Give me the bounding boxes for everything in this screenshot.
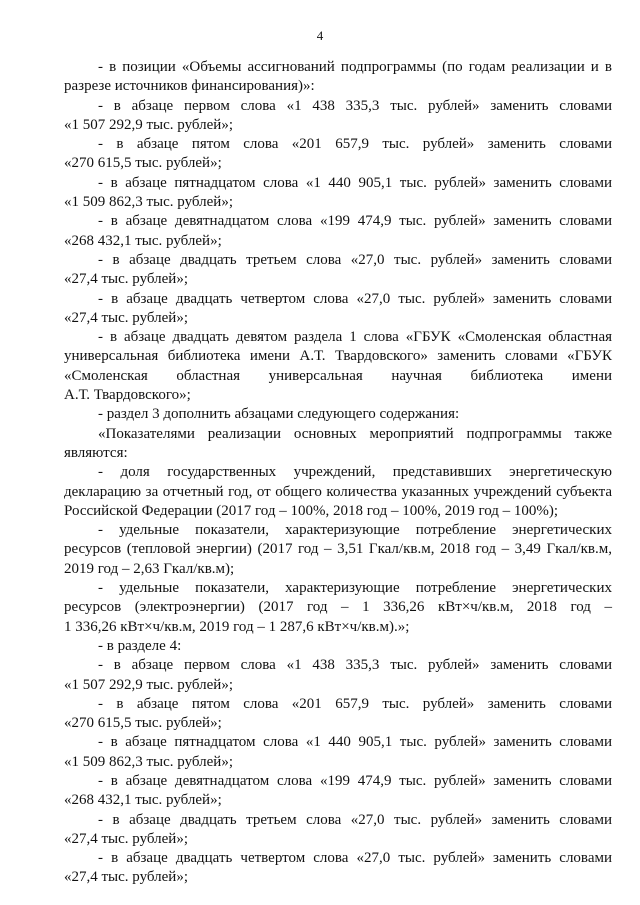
paragraph-line: «27,4 тыс. рублей»;	[64, 830, 188, 847]
page-number: 4	[316, 28, 324, 43]
paragraph	[64, 637, 612, 656]
paragraph-line: Российской Федерации (2017 год – 100%, 2018 год – 100%, 2019 год – 100%);	[64, 502, 559, 519]
paragraph-line: «1 507 292,9 тыс. рублей»;	[64, 116, 233, 133]
paragraph-line: ресурсов (тепловой энергии) (2017 год – 3,51 Гкал/кв.м, 2018 год – 3,49 Гкал/кв.м,	[64, 541, 612, 558]
paragraph-line: - в разделе 4:	[98, 637, 182, 654]
paragraph-line: - в абзаце пятнадцатом слова «1 440 905,1 тыс. рублей» заменить словами	[98, 734, 612, 751]
paragraph	[64, 405, 612, 424]
paragraph	[64, 328, 612, 405]
paragraph-line: - в абзаце двадцать третьем слова «27,0 тыс. рублей» заменить словами	[98, 251, 612, 268]
paragraph-line: декларацию за отчетный год, от общего количества указанных учреждений субъекта	[64, 483, 612, 500]
paragraph	[64, 811, 612, 850]
paragraph	[64, 97, 612, 136]
paragraph-line: «27,4 тыс. рублей»;	[64, 309, 188, 326]
paragraph	[64, 135, 612, 174]
paragraph-line: «27,4 тыс. рублей»;	[64, 271, 188, 288]
paragraph	[64, 212, 612, 251]
paragraph-line: ресурсов (электроэнергии) (2017 год – 1 336,26 кВт×ч/кв.м, 2018 год –	[64, 599, 612, 616]
paragraph-line: - в абзаце девятнадцатом слова «199 474,9 тыс. рублей» заменить словами	[98, 213, 612, 230]
paragraph	[64, 463, 612, 521]
paragraph-line: А.Т. Твардовского»;	[64, 387, 191, 404]
paragraph-line: «268 432,1 тыс. рублей»;	[64, 792, 222, 809]
paragraph	[64, 251, 612, 290]
paragraph-line: - в абзаце двадцать четвертом слова «27,0 тыс. рублей» заменить словами	[98, 850, 612, 867]
paragraph-line: «Смоленская областная универсальная научная библиотека имени	[64, 367, 612, 384]
paragraph	[64, 174, 612, 213]
paragraph	[64, 695, 612, 734]
paragraph-line: являются:	[64, 444, 128, 461]
paragraph-line: универсальная библиотека имени А.Т. Твардовского» заменить словами «ГБУК	[64, 348, 612, 365]
paragraph	[64, 772, 612, 811]
paragraph	[64, 733, 612, 772]
paragraph	[64, 290, 612, 329]
paragraph	[64, 58, 612, 97]
paragraph-line: - доля государственных учреждений, представивших энергетическую	[98, 464, 612, 481]
paragraph	[64, 849, 612, 888]
paragraph-line: разрезе источников финансирования)»:	[64, 78, 315, 95]
document-body	[64, 58, 612, 888]
paragraph-line: 1 336,26 кВт×ч/кв.м, 2019 год – 1 287,6 кВт×ч/кв.м).»;	[64, 618, 410, 635]
paragraph-line: «1 509 862,3 тыс. рублей»;	[64, 753, 233, 770]
paragraph-line: - в абзаце двадцать девятом раздела 1 слова «ГБУК «Смоленская областная	[98, 329, 612, 346]
paragraph-line: - в абзаце первом слова «1 438 335,3 тыс. рублей» заменить словами	[98, 97, 612, 114]
paragraph-line: - в абзаце пятом слова «201 657,9 тыс. рублей» заменить словами	[98, 695, 612, 712]
paragraph-line: - раздел 3 дополнить абзацами следующего содержания:	[98, 406, 460, 423]
paragraph-line: - в абзаце пятнадцатом слова «1 440 905,1 тыс. рублей» заменить словами	[98, 174, 612, 191]
paragraph-line: «270 615,5 тыс. рублей»;	[64, 715, 222, 732]
paragraph-line: «268 432,1 тыс. рублей»;	[64, 232, 222, 249]
paragraph-line: - удельные показатели, характеризующие потребление энергетических	[98, 522, 612, 539]
paragraph-line: - удельные показатели, характеризующие потребление энергетических	[98, 580, 612, 597]
paragraph	[64, 521, 612, 579]
paragraph	[64, 425, 612, 464]
paragraph-line: - в абзаце пятом слова «201 657,9 тыс. рублей» заменить словами	[98, 136, 612, 153]
paragraph-line: - в абзаце первом слова «1 438 335,3 тыс. рублей» заменить словами	[98, 657, 612, 674]
paragraph-line: - в абзаце двадцать четвертом слова «27,0 тыс. рублей» заменить словами	[98, 290, 612, 307]
paragraph-line: «27,4 тыс. рублей»;	[64, 869, 188, 886]
paragraph-line: - в абзаце девятнадцатом слова «199 474,9 тыс. рублей» заменить словами	[98, 772, 612, 789]
paragraph-line: - в абзаце двадцать третьем слова «27,0 тыс. рублей» заменить словами	[98, 811, 612, 828]
paragraph-line: 2019 год – 2,63 Гкал/кв.м);	[64, 560, 235, 577]
paragraph-line: «1 507 292,9 тыс. рублей»;	[64, 676, 233, 693]
paragraph-line: «1 509 862,3 тыс. рублей»;	[64, 194, 233, 211]
paragraph-line: - в позиции «Объемы ассигнований подпрограммы (по годам реализации и в	[98, 59, 612, 75]
paragraph-line: «Показателями реализации основных мероприятий подпрограммы также	[98, 425, 612, 442]
paragraph	[64, 656, 612, 695]
paragraph-line: «270 615,5 тыс. рублей»;	[64, 155, 222, 172]
paragraph	[64, 579, 612, 637]
